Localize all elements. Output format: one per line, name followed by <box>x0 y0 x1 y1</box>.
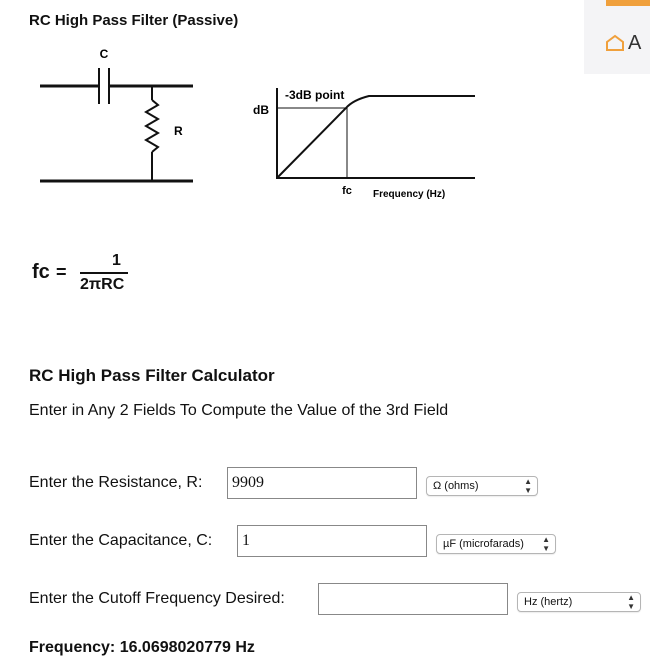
capacitance-input[interactable]: 1 <box>237 525 427 557</box>
calculator-title: RC High Pass Filter Calculator <box>29 366 275 385</box>
frequency-label: Enter the Cutoff Frequency Desired: <box>29 590 285 607</box>
response-graph <box>245 80 475 205</box>
frequency-result: Frequency: 16.0698020779 Hz <box>29 639 255 656</box>
capacitance-unit-select[interactable] <box>436 534 556 554</box>
graph-fc-label: fc <box>342 185 352 197</box>
resistance-unit-select[interactable] <box>426 476 538 496</box>
select-arrows-icon: ▲ ▼ <box>542 535 550 553</box>
corner-letter: A <box>628 32 642 54</box>
circuit-diagram <box>30 40 205 190</box>
graph-y-label: dB <box>253 103 269 117</box>
resistance-label: Enter the Resistance, R: <box>29 474 203 491</box>
select-arrows-icon: ▲ ▼ <box>627 593 635 611</box>
corner-accent-bar <box>606 0 650 6</box>
formula-lhs: fc <box>32 261 50 283</box>
resistance-input[interactable]: 9909 <box>227 467 417 499</box>
resistance-unit-value: Ω (ohms) <box>433 480 479 492</box>
frequency-unit-select[interactable] <box>517 592 641 612</box>
select-arrows-icon: ▲ ▼ <box>524 477 532 495</box>
capacitance-label: Enter the Capacitance, C: <box>29 532 213 549</box>
frequency-unit-value: Hz (hertz) <box>524 596 573 608</box>
resistor-label: R <box>174 124 183 138</box>
page-title: RC High Pass Filter (Passive) <box>29 12 239 29</box>
capacitor-label: C <box>99 47 109 61</box>
graph-point-label: -3dB point <box>285 88 345 102</box>
formula-denominator: 2πRC <box>80 276 125 293</box>
capacitance-unit-value: µF (microfarads) <box>443 538 524 550</box>
formula-numerator: 1 <box>112 252 121 269</box>
formula-equals: = <box>56 262 67 282</box>
calculator-instructions: Enter in Any 2 Fields To Compute the Value of the 3rd Field <box>29 402 449 419</box>
home-icon[interactable] <box>605 34 625 52</box>
formula-fraction-bar <box>80 272 128 274</box>
graph-x-label: Frequency (Hz) <box>373 189 446 200</box>
frequency-input[interactable] <box>318 583 508 615</box>
